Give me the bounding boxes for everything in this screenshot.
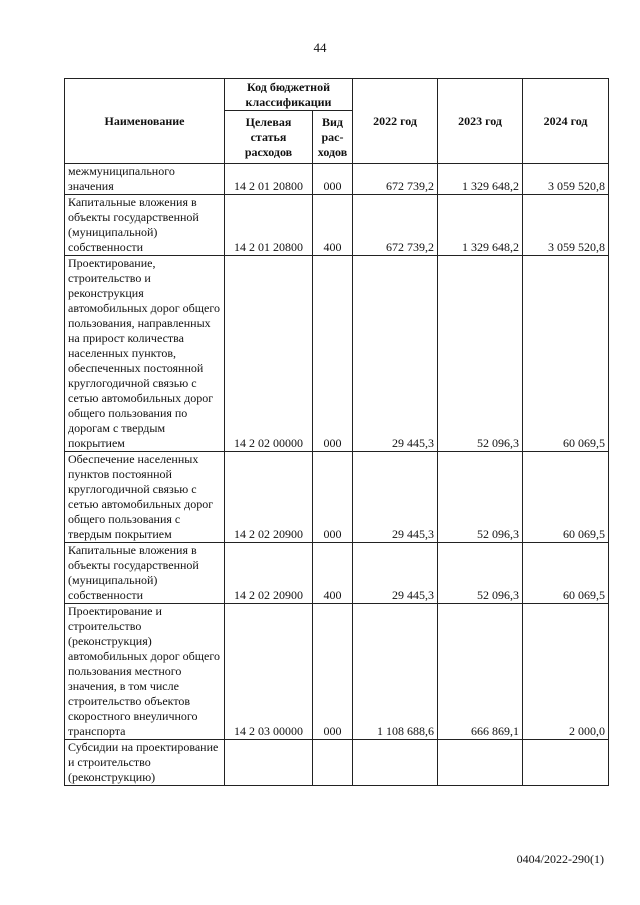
budget-table: [64, 78, 609, 786]
header-code-group: Код бюджетной классификации: [225, 79, 353, 111]
header-2023: 2023 год: [438, 79, 523, 164]
row-code: 14 2 01 20800: [225, 164, 313, 195]
row-2022: 29 445,3: [353, 543, 438, 604]
row-2023: 1 329 648,2: [438, 195, 523, 256]
table-row: [65, 164, 609, 195]
table-row: [65, 543, 609, 604]
row-vid: 000: [313, 604, 353, 740]
row-2024: 3 059 520,8: [523, 164, 609, 195]
row-2022: [353, 740, 438, 786]
row-name: Проектирование и строительство (реконструкция) автомобильных дорог общего пользования местного значения, в том числе строительство объектов скоростного внеуличного транспорта: [65, 604, 225, 740]
row-2022: 29 445,3: [353, 256, 438, 452]
row-name: Обеспечение населенных пунктов постоянной круглогодичной связью с сетью автомобильных дорог общего пользования с твердым покрытием: [65, 452, 225, 543]
header-kind: Вид рас-ходов: [313, 111, 353, 164]
row-vid: 000: [313, 164, 353, 195]
row-2023: 52 096,3: [438, 256, 523, 452]
row-2022: 672 739,2: [353, 164, 438, 195]
table-row: [65, 195, 609, 256]
row-2024: 60 069,5: [523, 256, 609, 452]
row-2022: 672 739,2: [353, 195, 438, 256]
document-code: 0404/2022-290(1): [516, 852, 604, 866]
row-name: Проектирование, строительство и реконструкция автомобильных дорог общего пользования, направленных на прирост количества населенных пунктов, обеспеченных постоянной круглогодичной связью с сетью автомобильных дорог общего пользования по дорогам с твердым покрытием: [65, 256, 225, 452]
row-2022: 1 108 688,6: [353, 604, 438, 740]
row-vid: 400: [313, 195, 353, 256]
row-name: Капитальные вложения в объекты государственной (муниципальной) собственности: [65, 543, 225, 604]
row-code: 14 2 01 20800: [225, 195, 313, 256]
header-target: Целевая статья расходов: [225, 111, 313, 164]
row-vid: 000: [313, 452, 353, 543]
table-row: [65, 256, 609, 452]
row-vid: [313, 740, 353, 786]
header-name: Наименование: [65, 79, 225, 164]
table-row: [65, 740, 609, 786]
table-row: [65, 604, 609, 740]
row-name: межмуниципального значения: [65, 164, 225, 195]
row-2023: 666 869,1: [438, 604, 523, 740]
row-2024: 2 000,0: [523, 604, 609, 740]
row-code: 14 2 02 20900: [225, 452, 313, 543]
row-2024: 60 069,5: [523, 543, 609, 604]
row-code: 14 2 02 00000: [225, 256, 313, 452]
row-2024: 3 059 520,8: [523, 195, 609, 256]
row-code: [225, 740, 313, 786]
row-code: 14 2 02 20900: [225, 543, 313, 604]
row-2022: 29 445,3: [353, 452, 438, 543]
row-2023: 52 096,3: [438, 452, 523, 543]
header-2022: 2022 год: [353, 79, 438, 164]
row-code: 14 2 03 00000: [225, 604, 313, 740]
row-2023: [438, 740, 523, 786]
row-2023: 52 096,3: [438, 543, 523, 604]
row-vid: 400: [313, 543, 353, 604]
row-2024: [523, 740, 609, 786]
row-vid: 000: [313, 256, 353, 452]
table-row: [65, 452, 609, 543]
header-2024: 2024 год: [523, 79, 609, 164]
row-2024: 60 069,5: [523, 452, 609, 543]
row-name: Субсидии на проектирование и строительство (реконструкцию): [65, 740, 225, 786]
row-2023: 1 329 648,2: [438, 164, 523, 195]
page-number: 44: [313, 40, 327, 55]
row-name: Капитальные вложения в объекты государственной (муниципальной) собственности: [65, 195, 225, 256]
